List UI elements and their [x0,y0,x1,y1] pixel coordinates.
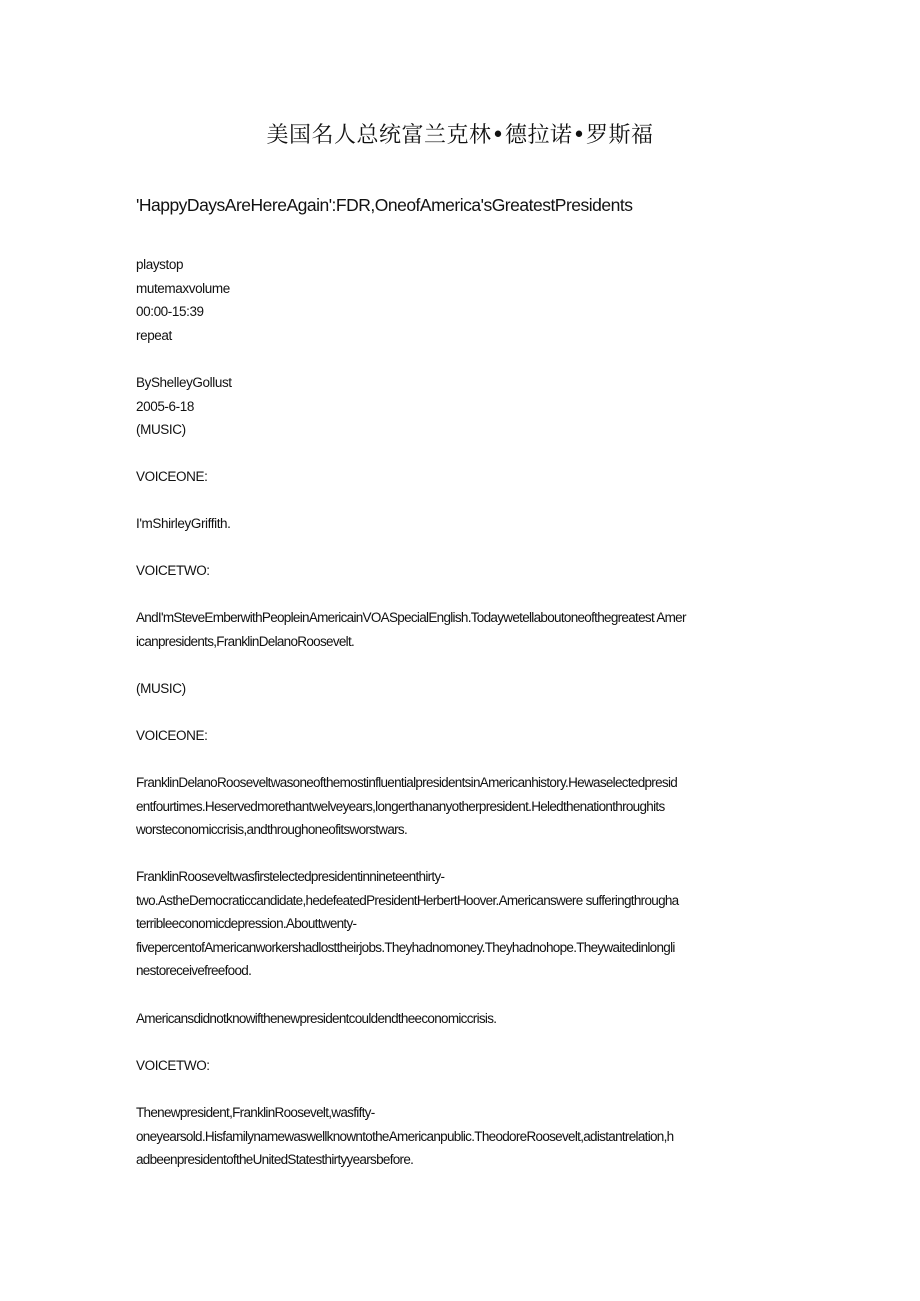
mute-maxvolume-text: mutemaxvolume [136,280,230,296]
article-meta [136,371,786,442]
repeat-text: repeat [136,327,172,343]
paragraph-line: FranklinRooseveltwasfirstelectedpresidentinnineteenthirty- [136,869,445,884]
paragraph-line: FranklinDelanoRooseveltwasoneofthemostinfluentialpresidentsinAmericanhistory.Hewaselectedpresid [136,775,678,790]
paragraph: Americansdidnotknowifthenewpresidentcouldendtheeconomiccrisis. [136,1011,497,1026]
date: 2005-6-18 [136,398,194,414]
paragraph-line: nestoreceivefreefood. [136,963,252,978]
paragraph-line: entfourtimes.Heservedmorethantwelveyears,longerthananyotherpresident.Heledthenationthroughits [136,798,665,814]
paragraph-line: Thenewpresident,FranklinRoosevelt,wasfifty- [136,1105,375,1120]
paragraph-line: oneyearsold.HisfamilynamewaswellknowntotheAmericanpublic.TheodoreRoosevelt,adistantrelation,h [136,1128,674,1144]
paragraph [136,606,786,653]
speaker-label: VOICEONE: [136,728,208,743]
speaker-label: VOICETWO: [136,1058,210,1073]
article-subtitle: 'HappyDaysAreHereAgain':FDR,OneofAmerica'sGreatestPresidents [136,195,633,215]
paragraph-line: two.AstheDemocraticcandidate,hedefeatedPresidentHerbertHoover.Americanswere sufferingthrougha [136,892,679,908]
paragraph [136,1101,786,1172]
paragraph-line: adbeenpresidentoftheUnitedStatesthirtyyearsbefore. [136,1152,414,1167]
page-title: 美国名人总统富兰克林•德拉诺•罗斯福 [266,123,654,148]
play-stop-text: playstop [136,257,184,272]
paragraph-line: worsteconomiccrisis,andthroughoneofitsworstwars. [136,822,408,837]
player-controls [136,253,786,347]
paragraph-line: fivepercentofAmericanworkershadlosttheirjobs.Theyhadnomoney.Theyhadnohope.Theywaitedinlongli [136,939,675,955]
time-readout: 00:00-15:39 [136,304,204,319]
music-cue: (MUSIC) [136,681,186,696]
speaker-label: VOICEONE: [136,469,208,484]
music-cue: (MUSIC) [136,422,186,437]
paragraph-line: AndI'mSteveEmberwithPeopleinAmericainVOASpecialEnglish.Todaywetellaboutoneofthegreatest Amer [136,610,686,625]
paragraph: I'mShirleyGriffith. [136,516,231,531]
paragraph [136,771,786,842]
paragraph-line: icanpresidents,FranklinDelanoRoosevelt. [136,633,355,649]
paragraph-line: terribleeconomicdepression.Abouttwenty- [136,916,357,931]
paragraph [136,865,786,983]
speaker-label: VOICETWO: [136,563,210,578]
byline: ByShelleyGollust [136,375,232,390]
